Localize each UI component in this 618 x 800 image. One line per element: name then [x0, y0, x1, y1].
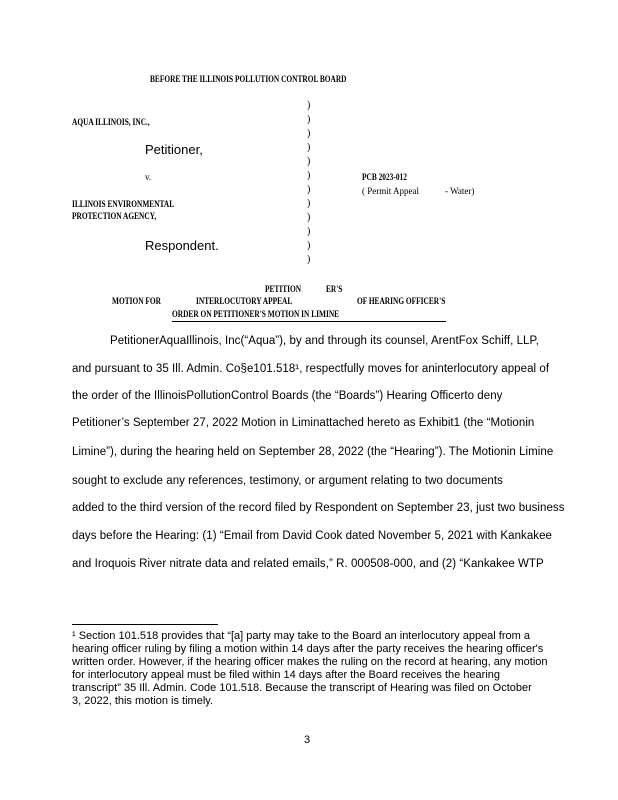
footnote-line: hearing officer ruling by filing a motion within 14 days after the party receives the hearing officer's	[72, 643, 544, 655]
title-order: ORDER ON PETITIONER'S MOTION IN LIMINE	[172, 309, 340, 319]
respondent-role: Respondent.	[145, 238, 219, 253]
title-interlocutory-appeal: INTERLOCUTORY APPEAL	[196, 296, 293, 306]
body-line: added to the third version of the record filed by Respondent on September 23, just two business	[72, 502, 565, 514]
body-line: the order of the IllinoisPollutionControl Boards (the “Boards”) Hearing Officerto deny	[72, 390, 503, 402]
case-type: ( Permit Appeal	[362, 186, 419, 196]
title-of-hearing-officer: OF HEARING OFFICER'S	[357, 296, 446, 306]
versus: v.	[145, 172, 152, 182]
court-header: BEFORE THE ILLINOIS POLLUTION CONTROL BOARD	[150, 74, 347, 84]
body-line: Petitioner’s September 27, 2022 Motion in Liminattached hereto as Exhibit1 (the “Motionin	[72, 417, 535, 429]
footnote-separator	[72, 624, 218, 625]
case-number: PCB 2023-012	[362, 172, 407, 182]
body-line: sought to exclude any references, testimony, or argument relating to two documents	[72, 475, 503, 487]
title-ers: ER'S	[326, 284, 343, 294]
footnote-line: transcript” 35 Ill. Admin. Code 101.518. Because the transcript of Hearing was filed on October	[72, 682, 532, 694]
footnote-line: written order. However, if the hearing officer makes the ruling on the record at hearing, any motion	[72, 656, 548, 668]
footnote-line: ¹ Section 101.518 provides that “[a] party may take to the Board an interlocutory appeal from a	[72, 630, 530, 642]
footnote-line: 3, 2022, this motion is timely.	[72, 695, 214, 707]
page-number: 3	[304, 734, 311, 746]
respondent-name-line-1: ILLINOIS ENVIRONMENTAL	[72, 199, 175, 209]
respondent-name-line-2: PROTECTION AGENCY,	[72, 211, 157, 221]
petitioner-name: AQUA ILLINOIS, INC.,	[72, 117, 150, 127]
petitioner-role: Petitioner,	[145, 142, 203, 157]
footnote-line: for interlocutory appeal must be filed within 14 days after the Board receives the hearing	[72, 669, 501, 681]
title-underline	[172, 321, 446, 322]
body-line: and Iroquois River nitrate data and related emails,” R. 000508-000, and (2) “Kankakee WTP	[72, 558, 544, 570]
title-petitioner: PETITION	[265, 284, 302, 294]
body-line: PetitionerAquaIllinois, Inc(“Aqua”), by and through its counsel, ArentFox Schiff, LLP,	[110, 335, 539, 347]
title-motion-for: MOTION FOR	[112, 296, 161, 306]
body-line: days before the Hearing: (1) “Email from David Cook dated November 5, 2021 with Kankakee	[72, 530, 552, 542]
case-type-suffix: - Water)	[445, 186, 475, 196]
body-line: and pursuant to 35 Ill. Admin. Co§e101.518¹, respectfully moves for aninterlocutory appeal of	[72, 363, 550, 375]
body-line: Limine”), during the hearing held on September 28, 2022 (the “Hearing”). The Motionin Limine	[72, 446, 554, 458]
